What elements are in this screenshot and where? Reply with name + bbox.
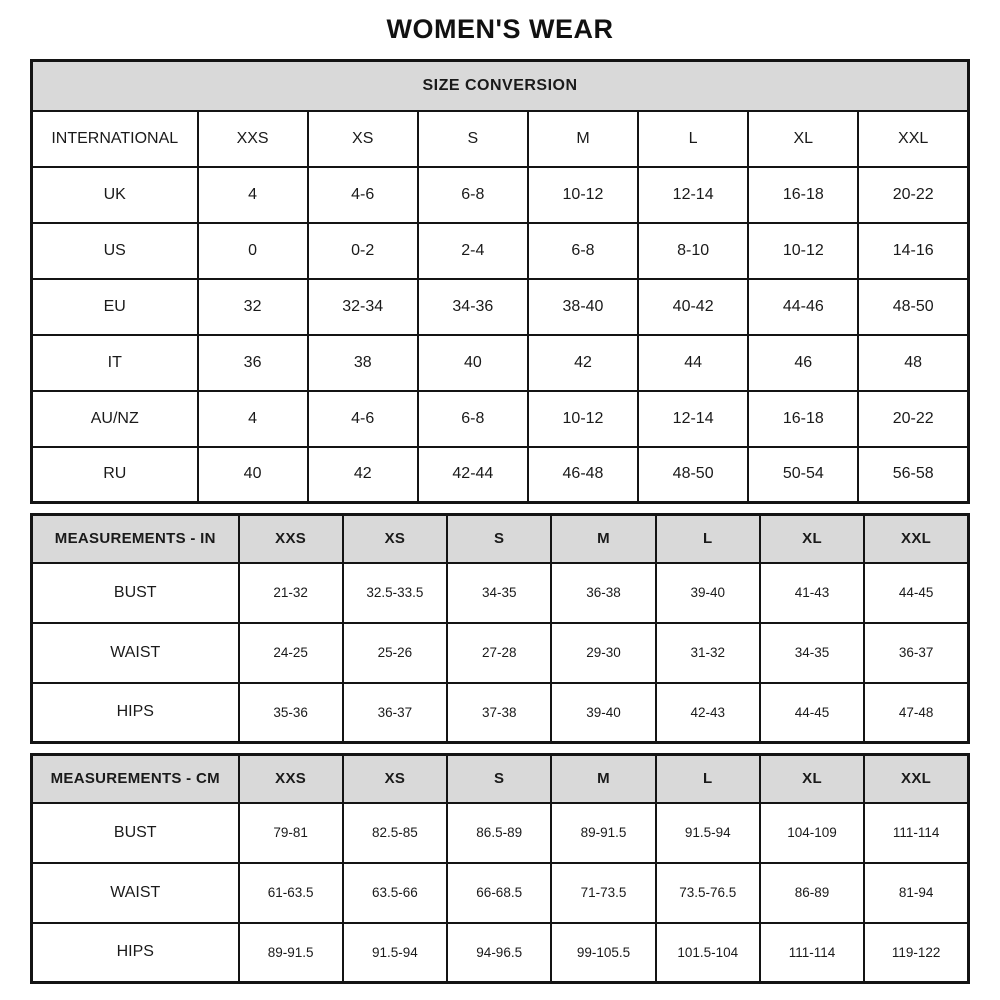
size-cell: 42 bbox=[308, 447, 418, 503]
row-label: WAIST bbox=[32, 863, 239, 923]
measurement-cell: 44-45 bbox=[864, 563, 968, 623]
measurement-cell: 63.5-66 bbox=[343, 863, 447, 923]
measurement-cell: 86.5-89 bbox=[447, 803, 551, 863]
row-label: AU/NZ bbox=[32, 391, 198, 447]
size-cell: XS bbox=[308, 111, 418, 167]
size-cell: L bbox=[638, 111, 748, 167]
column-header: L bbox=[656, 515, 760, 563]
measurement-cell: 36-38 bbox=[551, 563, 655, 623]
size-cell: 4 bbox=[198, 167, 308, 223]
table-row bbox=[32, 683, 969, 743]
size-cell: 32-34 bbox=[308, 279, 418, 335]
row-label: EU bbox=[32, 279, 198, 335]
size-cell: 46 bbox=[748, 335, 858, 391]
table-row bbox=[32, 391, 969, 447]
measurement-cell: 34-35 bbox=[447, 563, 551, 623]
table-row bbox=[32, 563, 969, 623]
size-cell: 20-22 bbox=[858, 391, 968, 447]
measurement-cell: 24-25 bbox=[239, 623, 343, 683]
size-conversion-table bbox=[30, 59, 970, 504]
size-cell: 40-42 bbox=[638, 279, 748, 335]
measurement-cell: 34-35 bbox=[760, 623, 864, 683]
measurement-cell: 35-36 bbox=[239, 683, 343, 743]
page-title: WOMEN'S WEAR bbox=[386, 14, 614, 44]
measurement-cell: 42-43 bbox=[656, 683, 760, 743]
measurement-cell: 39-40 bbox=[551, 683, 655, 743]
table-row bbox=[32, 335, 969, 391]
measurement-cell: 119-122 bbox=[864, 923, 968, 983]
size-cell: M bbox=[528, 111, 638, 167]
size-cell: 34-36 bbox=[418, 279, 528, 335]
size-cell: 16-18 bbox=[748, 391, 858, 447]
size-cell: 38 bbox=[308, 335, 418, 391]
row-label: HIPS bbox=[32, 683, 239, 743]
table-header-row bbox=[32, 515, 969, 563]
row-label: HIPS bbox=[32, 923, 239, 983]
size-cell: S bbox=[418, 111, 528, 167]
column-header: XL bbox=[760, 755, 864, 803]
size-cell: 14-16 bbox=[858, 223, 968, 279]
size-cell: 48-50 bbox=[858, 279, 968, 335]
size-cell: 32 bbox=[198, 279, 308, 335]
size-cell: 42-44 bbox=[418, 447, 528, 503]
table-row bbox=[32, 623, 969, 683]
size-cell: 6-8 bbox=[528, 223, 638, 279]
row-label: US bbox=[32, 223, 198, 279]
measurement-cell: 25-26 bbox=[343, 623, 447, 683]
row-label: RU bbox=[32, 447, 198, 503]
size-cell: XL bbox=[748, 111, 858, 167]
measurement-cell: 41-43 bbox=[760, 563, 864, 623]
size-cell: 4-6 bbox=[308, 391, 418, 447]
size-cell: 48-50 bbox=[638, 447, 748, 503]
size-cell: 6-8 bbox=[418, 391, 528, 447]
measurement-cell: 111-114 bbox=[864, 803, 968, 863]
size-cell: 38-40 bbox=[528, 279, 638, 335]
size-cell: 46-48 bbox=[528, 447, 638, 503]
measurement-cell: 36-37 bbox=[343, 683, 447, 743]
measurement-cell: 94-96.5 bbox=[447, 923, 551, 983]
table-row bbox=[32, 923, 969, 983]
size-cell: 20-22 bbox=[858, 167, 968, 223]
size-cell: 0 bbox=[198, 223, 308, 279]
table-row bbox=[32, 803, 969, 863]
size-cell: 50-54 bbox=[748, 447, 858, 503]
table-row bbox=[32, 447, 969, 503]
column-header: S bbox=[447, 515, 551, 563]
measurement-cell: 82.5-85 bbox=[343, 803, 447, 863]
row-label: BUST bbox=[32, 563, 239, 623]
measurement-cell: 104-109 bbox=[760, 803, 864, 863]
measurement-cell: 21-32 bbox=[239, 563, 343, 623]
table-row bbox=[32, 279, 969, 335]
size-cell: 48 bbox=[858, 335, 968, 391]
row-label: IT bbox=[32, 335, 198, 391]
measurement-cell: 89-91.5 bbox=[239, 923, 343, 983]
table-row bbox=[32, 111, 969, 167]
row-label: BUST bbox=[32, 803, 239, 863]
column-header: XXS bbox=[239, 755, 343, 803]
size-cell: 16-18 bbox=[748, 167, 858, 223]
size-cell: 12-14 bbox=[638, 167, 748, 223]
measurement-cell: 29-30 bbox=[551, 623, 655, 683]
column-header: XXL bbox=[864, 515, 968, 563]
measurement-cell: 36-37 bbox=[864, 623, 968, 683]
size-cell: 12-14 bbox=[638, 391, 748, 447]
size-cell: XXL bbox=[858, 111, 968, 167]
size-cell: 40 bbox=[418, 335, 528, 391]
measurement-cell: 91.5-94 bbox=[343, 923, 447, 983]
column-header: XS bbox=[343, 755, 447, 803]
measurements-cm-table bbox=[30, 753, 970, 984]
measurement-cell: 81-94 bbox=[864, 863, 968, 923]
size-cell: XXS bbox=[198, 111, 308, 167]
column-header: M bbox=[551, 755, 655, 803]
row-label: UK bbox=[32, 167, 198, 223]
measurement-cell: 101.5-104 bbox=[656, 923, 760, 983]
measurement-cell: 73.5-76.5 bbox=[656, 863, 760, 923]
column-header: XXL bbox=[864, 755, 968, 803]
measurement-cell: 86-89 bbox=[760, 863, 864, 923]
measurements-cm-header: MEASUREMENTS - CM bbox=[32, 755, 239, 803]
column-header: XS bbox=[343, 515, 447, 563]
size-cell: 40 bbox=[198, 447, 308, 503]
size-cell: 42 bbox=[528, 335, 638, 391]
size-cell: 44-46 bbox=[748, 279, 858, 335]
table-header-row bbox=[32, 61, 969, 111]
measurement-cell: 37-38 bbox=[447, 683, 551, 743]
table-header-row bbox=[32, 755, 969, 803]
size-cell: 0-2 bbox=[308, 223, 418, 279]
measurement-cell: 89-91.5 bbox=[551, 803, 655, 863]
column-header: XXS bbox=[239, 515, 343, 563]
measurement-cell: 44-45 bbox=[760, 683, 864, 743]
size-cell: 6-8 bbox=[418, 167, 528, 223]
size-conversion-header: SIZE CONVERSION bbox=[32, 61, 969, 111]
column-header: XL bbox=[760, 515, 864, 563]
size-cell: 44 bbox=[638, 335, 748, 391]
measurement-cell: 79-81 bbox=[239, 803, 343, 863]
measurement-cell: 27-28 bbox=[447, 623, 551, 683]
table-row bbox=[32, 863, 969, 923]
size-cell: 2-4 bbox=[418, 223, 528, 279]
measurement-cell: 99-105.5 bbox=[551, 923, 655, 983]
column-header: S bbox=[447, 755, 551, 803]
measurement-cell: 39-40 bbox=[656, 563, 760, 623]
row-label: INTERNATIONAL bbox=[32, 111, 198, 167]
measurement-cell: 61-63.5 bbox=[239, 863, 343, 923]
measurement-cell: 91.5-94 bbox=[656, 803, 760, 863]
measurement-cell: 32.5-33.5 bbox=[343, 563, 447, 623]
size-cell: 56-58 bbox=[858, 447, 968, 503]
row-label: WAIST bbox=[32, 623, 239, 683]
measurements-in-table bbox=[30, 513, 970, 744]
measurement-cell: 71-73.5 bbox=[551, 863, 655, 923]
size-cell: 4 bbox=[198, 391, 308, 447]
size-cell: 4-6 bbox=[308, 167, 418, 223]
measurement-cell: 111-114 bbox=[760, 923, 864, 983]
size-cell: 10-12 bbox=[748, 223, 858, 279]
column-header: L bbox=[656, 755, 760, 803]
size-cell: 10-12 bbox=[528, 391, 638, 447]
measurement-cell: 47-48 bbox=[864, 683, 968, 743]
size-cell: 36 bbox=[198, 335, 308, 391]
measurement-cell: 31-32 bbox=[656, 623, 760, 683]
column-header: M bbox=[551, 515, 655, 563]
size-cell: 8-10 bbox=[638, 223, 748, 279]
measurements-in-header: MEASUREMENTS - IN bbox=[32, 515, 239, 563]
table-row bbox=[32, 167, 969, 223]
table-row bbox=[32, 223, 969, 279]
measurement-cell: 66-68.5 bbox=[447, 863, 551, 923]
size-cell: 10-12 bbox=[528, 167, 638, 223]
